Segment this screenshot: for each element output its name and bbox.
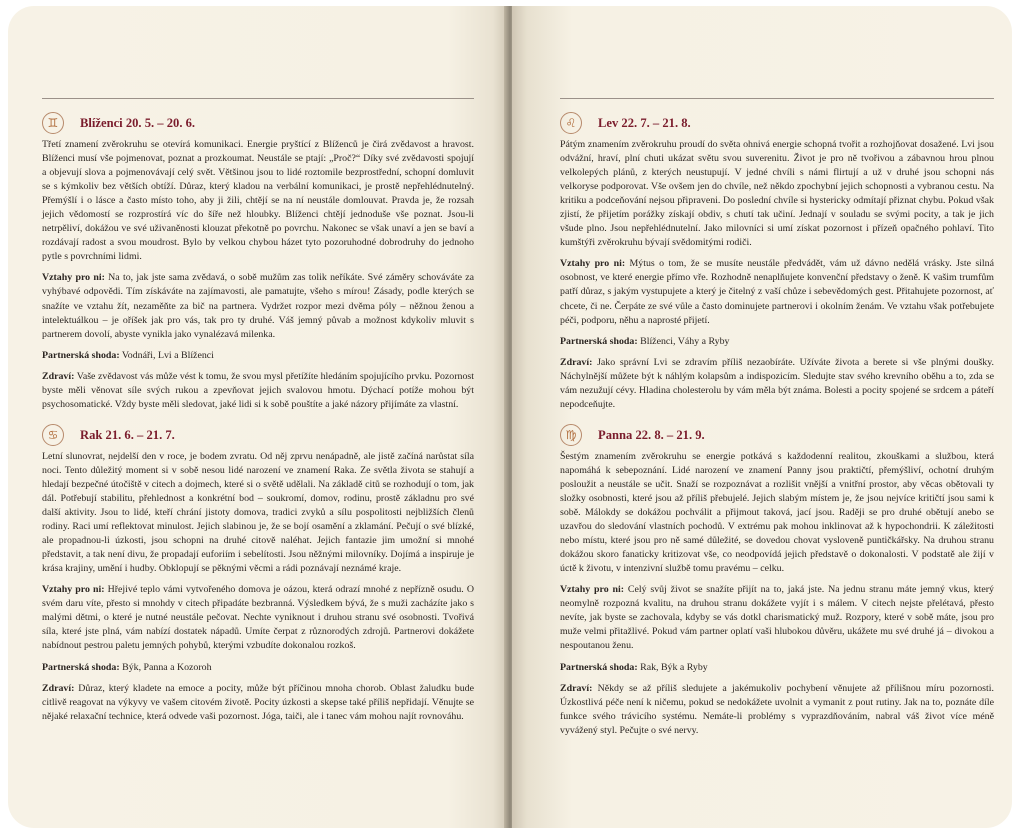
sign-title: Panna 22. 8. – 21. 9.	[598, 427, 705, 442]
health-text: Vaše zvědavost vás může vést k tomu, že svou mysl přetížíte hledáním spojujícího prvku. Pozornost byste měli věnovat síle svých rukou a zpevňovat jejich svalovou hmotu. Dýchací potíže mohou být psychosomatické. Vždy byste měli sledovat, jaké lidi si k sobě pouštíte a jaké názory přijímáte za vlastní.	[42, 370, 474, 410]
relationships-paragraph	[560, 583, 994, 653]
health-label: Zdraví:	[560, 356, 593, 368]
compatibility-label: Partnerská shoda:	[560, 335, 638, 347]
compatibility-text: Blíženci, Váhy a Ryby	[637, 335, 730, 347]
virgo-icon: ♍	[560, 424, 582, 446]
sign-intro: Letní slunovrat, nejdelší den v roce, je bodem zvratu. Od něj zprvu nenápadně, ale jistě začíná narůstat síla noci. Tento důležitý moment si v sobě nesou lidé narození ve znamení Raka. Ze světla života se stahují a hledají bezpečné útočiště v citech a dojmech, které si o světě udělali. Na základě citů se rozhodují o tom, jak dál. Potřebují stabilitu, přehlednost a konkrétní bod – soukromí, domov, rodinu, prostě základnu pro své další aktivity. Jsou to lidé, kteří chrání jistoty domova, tradici zvyků a sílu pospolitosti nejbližších členů rodiny. Raci umí reflektovat minulost. Jejich slabinou je, že se bojí osamění a zklamání. Pečují o své blízké, ale propadnou-li úzkosti, jsou schopni na druhé citově naléhat. Jejich fantazie jim umožní si mnohé představit, a tak není divu, že propadají euforiím i sebelítosti. Jsou něžnými milovníky. Dojímá a inspiruje je krása krajiny, umění i hudby. Obklopují se pěknými věcmi a rádi poznávají neznámé kraje.	[42, 450, 474, 575]
health-paragraph	[560, 682, 994, 738]
sign-section-cancer	[42, 422, 474, 724]
relationships-label: Vztahy pro ni:	[560, 584, 625, 596]
sign-section-virgo	[560, 422, 994, 738]
sign-section-leo	[560, 110, 994, 412]
health-text: Jako správní Lvi se zdravím příliš nezaobíráte. Užíváte života a berete si vše plnými doušky. Náchylnější můžete být k náhlým kolapsům a indispozicím. Sledujte stav svého krevního oběhu a to, zda se vám nezužují cévy. Hladina cholesterolu by vám měla být známa. Bolesti a pocity spojené se srdcem a páteří nepodceňujte.	[560, 356, 994, 410]
right-page-content	[560, 110, 994, 748]
health-paragraph	[42, 370, 474, 412]
health-label: Zdraví:	[42, 370, 75, 382]
relationships-text: Mýtus o tom, že se musíte neustále předvádět, vám už dávno nedělá vrásky. Jste silná osobnost, ve které energie přímo vře. Rozhodně nenaplňujete konvenční představy o ženě. K vašim trumfům patří důraz, s jakým vystupujete a který je čitelný z vaší chůze i sebevědomých gest. Přitahujete pozornost, ať chcete, či ne. Čerpáte ze své vůle a často dominujete partnerovi i okolním ženám. Ve vztahu však potřebujete péči, podporu, něhu a naprosté přijetí.	[560, 258, 994, 326]
compatibility-text: Rak, Býk a Ryby	[637, 661, 708, 673]
compatibility-paragraph	[560, 661, 994, 675]
sign-title: Lev 22. 7. – 21. 8.	[598, 116, 691, 130]
compatibility-text: Býk, Panna a Kozoroh	[119, 661, 212, 673]
sign-section-gemini	[42, 110, 474, 412]
compatibility-paragraph	[42, 661, 474, 675]
top-rule	[42, 98, 474, 99]
sign-title: Rak 21. 6. – 21. 7.	[80, 427, 175, 442]
compatibility-paragraph	[560, 335, 994, 349]
right-page	[512, 6, 1012, 828]
sign-title: Blíženci 20. 5. – 20. 6.	[80, 116, 196, 130]
health-paragraph	[42, 682, 474, 724]
relationships-label: Vztahy pro ni:	[42, 584, 105, 596]
compatibility-paragraph	[42, 349, 474, 363]
sign-header	[42, 422, 474, 450]
sign-intro: Třetí znamení zvěrokruhu se otevírá komunikaci. Energie pryštící z Blíženců je čirá zvědavost a hravost. Blíženci musí vše pojmenovat, poznat a prozkoumat. Neustále se ptají: „Proč?“ Díky své zvědavosti spojují a objevují slova a pojmenovávají celý svět. Většinou jsou to lidé roztomile bezprostřední, schopní domluvit se s kýmkoliv bez větších obtíží. Důraz, který kladou na verbální komunikaci, je prostě nepřehlédnutelný. Přemýšlí i o lásce a často místo toho, aby ji žili, chtějí se na ní neustále domlouvat. Pravda je, že rozsah jejich vědomostí se rozprostírá víc do šíře než hloubky. Blíženci chtějí jednoduše vše poznat. Jsou-li netrpěliví, dokážou ve své uživaněnosti klouzat překotně po povrchu. Nakonec se však unaví a jen se baví a rozdávají radost a svou moudrost. Bylo by velkou chybou házet tyto pozoruhodné dobrodruhy do jednoho pytle s povrchními lidmi.	[42, 139, 474, 263]
relationships-paragraph	[42, 583, 474, 653]
cancer-icon: ♋	[42, 424, 64, 446]
left-page-content	[42, 110, 474, 734]
sign-intro: Šestým znamením zvěrokruhu se energie potkává s každodenní realitou, zkouškami a službou, která napomáhá k sebepoznání. Lidé narození ve znamení Panny jsou praktičtí, přemýšliví, ochotní druhým posloužit a neustále se učit. Snaží se rozpoznávat a rozlišit vnější a vnitřní prostor, aby věcas obětovali ty složky osobnosti, které jsou až příliš přebujelé. Jejich slabým místem je, že jsou nejvíce kritičtí jsou sami k sobě. Málokdy se dokážou pochválit a přijmout taková, jací jsou. Raději se pro druhé obětují anebo se uzavřou do sledování vlastních pochodů. V extrému pak mohou inklinovat až k hypochondrii. K záležitosti nebo místu, které jsou pro ně samé důležité, se dovedou chovat vysloveně puntičkářsky. Na druhou stranu dokážou skoro fanaticky kritizovat vše, co neodpovídá jejich představě o dokonalosti. V podstatě ale žijí v úctě k životu, v intenzivní službě tomu pravému – celku.	[560, 450, 994, 575]
relationships-paragraph	[42, 271, 474, 341]
compatibility-label: Partnerská shoda:	[42, 349, 120, 361]
compatibility-label: Partnerská shoda:	[42, 661, 120, 673]
relationships-text: Celý svůj život se snažíte přijít na to, jaká jste. Na jednu stranu máte jemný vkus, který neomylně rozpozná kvalitu, na druhou stranu dokážete vyjít i s málem. V citech nejste přelétavá, přesto nevíte, jak byste se zachovala, kdyby se vás dotkl charismatický muž. Rozpory, které v sobě máte, jsou pro muže velmi přitažlivé. Pokud vám partner oplatí vaši hlubokou důvěru, ukážete mu své druhé já – divokou a nespoutanou ženu.	[560, 584, 994, 652]
health-label: Zdraví:	[42, 682, 75, 694]
compatibility-label: Partnerská shoda:	[560, 661, 638, 673]
relationships-text: Hřejivé teplo vámi vytvořeného domova je oázou, která odrazí mnohé z nepřízně osudu. O svém daru víte, přesto si mnohdy v citech připadáte bezbranná. Výsledkem bývá, že s muži zacházíte jako s malými dětmi, o které je nutné neustále pečovat. Nechte vyniknout i druhou stranu své osobnosti. Tvořivá síla, které jste plná, vám nabízí dostatek nápadů. Umíte čerpat z různorodých zdrojů. Partnerovi dokážete nabídnout pestrou paletu jemných pohybů, kterými vzbudíte dokonalou rozkoš.	[42, 584, 474, 652]
sign-header	[560, 110, 994, 138]
health-label: Zdraví:	[560, 682, 593, 694]
compatibility-text: Vodnáři, Lvi a Blíženci	[119, 349, 214, 361]
leo-icon: ♌	[560, 112, 582, 134]
top-rule	[560, 98, 994, 99]
health-paragraph	[560, 356, 994, 412]
gemini-icon: ♊	[42, 112, 64, 134]
health-text: Důraz, který kladete na emoce a pocity, může být příčinou mnoha chorob. Oblast žaludku bude citlivě reagovat na výkyvy ve vašem citovém životě. Pocity úzkosti a skepse také příliš nepřidají. Věnujte se nějaké relaxační technice, která odvede vaši pozornost. Jóga, taiči, ale i tanec vám mohou najít rovnováhu.	[42, 682, 474, 722]
sign-header	[560, 422, 994, 450]
relationships-label: Vztahy pro ni:	[560, 258, 626, 270]
relationships-paragraph	[560, 257, 994, 327]
open-book	[8, 6, 1016, 828]
health-text: Někdy se až příliš sledujete a jakémukoliv pochybení věnujete až přílišnou míru pozornosti. Úzkostlivá péče není k ničemu, pokud se nedokážete uvolnit a vymanit z pout rutiny. Jak na to, poznáte díle funkce svého trávicího systému. Nemáte-li problémy s vyprazdňováním, nabral váš život více méně vyvážený styl. Pečujte o své nervy.	[560, 682, 994, 736]
left-page	[8, 6, 508, 828]
relationships-label: Vztahy pro ni:	[42, 272, 105, 284]
sign-header	[42, 110, 474, 138]
sign-intro: Pátým znamením zvěrokruhu proudí do světa ohnivá energie schopná tvořit a rozhojňovat dosažené. Lvi jsou odvážní, hraví, plní chuti ukázat světu svou suverenitu. Život je pro ně tvořivou a zábavnou hrou plnou velkolepých plánů, z kterých neustupují. V jedné chvíli s námi flirtují a už v druhé jsou schopni nás velkoryse podporovat. Vše ovšem jen do chvíle, než někdo zpochybní jejich schopnosti a vybranou cestu. Na kritiku a podceňování nejsou připraveni. Do poslední chvíle si hystericky odmítají přiznat chybu. Pokud však zjistí, že přijetím porážky získají obdiv, s chutí tak učiní. Jednají v souladu se svými pocity, a tak je jich všude plno. Jsou nepřehlédnutelní. Jako milovníci si umí získat pozornost i přízeň opačného pohlaví. Tito kumštýři zvěrokruhu bývají svědomitými rodiči.	[560, 139, 994, 249]
relationships-text: Na to, jak jste sama zvědavá, o sobě mužům zas tolik neříkáte. Své záměry schováváte za vyhýbavé odpovědi. Tím získáváte na zajímavosti, ale pamatujte, všeho s mírou! Zásady, podle kterých se snažíte ve vztahu žít, nezaměňte za bič na partnera. Vydržet rozpor mezi dvěma póly – něžnou ženou a intelektuálkou – je oříšek jak pro vás, tak pro ty druhé. Váš jemný půvab a možnost kdykoliv mluvit s partnerem dovolí, abyste vynikla jako vynalézavá milenka.	[42, 272, 474, 340]
